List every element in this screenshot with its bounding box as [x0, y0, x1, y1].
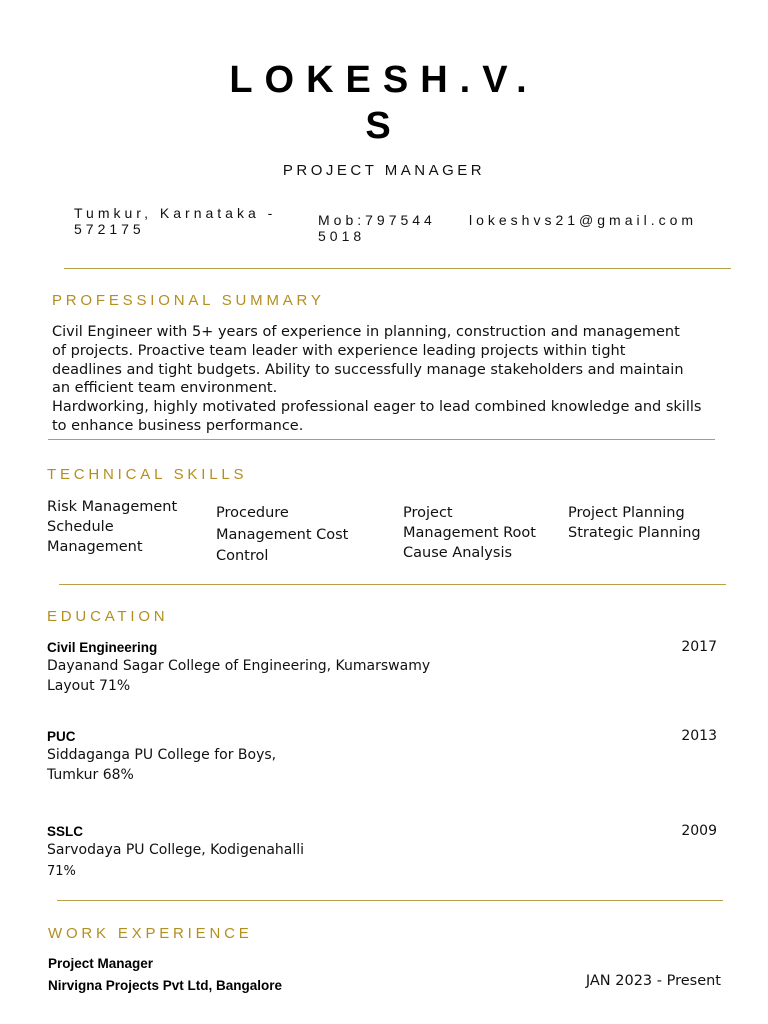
divider-header — [64, 268, 731, 269]
skill-item: Procedure — [216, 505, 289, 521]
education-school-line: Tumkur 68% — [47, 767, 134, 783]
education-school-line: Siddaganga PU College for Boys, — [47, 747, 277, 763]
skills-column-1 — [47, 497, 177, 557]
work-role: Project Manager — [48, 956, 154, 971]
skill-item: Management — [47, 539, 143, 555]
education-school-line: Layout 71% — [47, 678, 131, 694]
skill-item: Control — [216, 548, 269, 564]
skill-item: Management Root — [403, 525, 536, 541]
education-year: 2017 — [681, 639, 717, 655]
summary-line: an efficient team environment. — [52, 380, 278, 397]
education-degree: SSLC — [47, 824, 84, 839]
location-line2: 572175 — [74, 221, 145, 237]
candidate-name-line2: S — [365, 105, 403, 147]
summary-line: to enhance business performance. — [52, 417, 304, 434]
skill-item: Risk Management — [47, 499, 178, 515]
skill-item: Schedule — [47, 519, 114, 535]
mobile-line2: 5018 — [318, 228, 366, 244]
candidate-name-line1: LOKESH.V. — [229, 59, 539, 101]
education-year: 2013 — [681, 728, 717, 744]
education-school — [47, 840, 717, 882]
summary-text — [52, 323, 752, 436]
education-year: 2009 — [681, 823, 717, 839]
education-school — [47, 656, 717, 696]
skill-item: Strategic Planning — [568, 525, 701, 541]
section-heading-skills: TECHNICAL SKILLS — [47, 466, 248, 483]
skills-column-4 — [568, 503, 701, 543]
work-company: Nirvigna Projects Pvt Ltd, Bangalore — [48, 978, 283, 993]
education-school — [47, 745, 717, 785]
contact-email[interactable]: lokeshvs21@gmail.com — [469, 212, 698, 228]
contact-location — [74, 205, 276, 237]
skill-item: Project — [403, 505, 453, 521]
education-school-line: Sarvodaya PU College, Kodigenahalli — [47, 842, 305, 858]
education-degree: Civil Engineering — [47, 640, 158, 655]
summary-line: of projects. Proactive team leader with experience leading projects within tight — [52, 342, 626, 359]
education-school-line: 71% — [47, 864, 76, 879]
summary-line: Hardworking, highly motivated professional eager to lead combined knowledge and skills — [52, 399, 702, 416]
summary-line: Civil Engineer with 5+ years of experience in planning, construction and management — [52, 324, 680, 340]
divider-education — [57, 900, 723, 901]
education-school-line: Dayanand Sagar College of Engineering, Kumarswamy — [47, 658, 431, 674]
section-heading-work: WORK EXPERIENCE — [48, 925, 253, 942]
skill-item: Cause Analysis — [403, 545, 513, 561]
section-heading-summary: PROFESSIONAL SUMMARY — [52, 292, 325, 309]
divider-summary — [48, 439, 715, 440]
mobile-line1: Mob:797544 — [318, 212, 436, 228]
skills-column-2 — [216, 503, 348, 568]
job-title: PROJECT MANAGER — [282, 162, 486, 179]
section-heading-education: EDUCATION — [47, 608, 169, 625]
summary-line: deadlines and tight budgets. Ability to successfully manage stakeholders and maintain — [52, 361, 684, 378]
divider-skills — [59, 584, 726, 585]
work-dates: JAN 2023 - Present — [585, 973, 721, 989]
skills-column-3 — [403, 503, 536, 563]
contact-mobile — [318, 212, 436, 244]
location-line1: Tumkur, Karnataka - — [74, 205, 277, 221]
education-degree: PUC — [47, 729, 76, 744]
skill-item: Management Cost — [216, 526, 349, 543]
skill-item: Project Planning — [568, 505, 685, 521]
